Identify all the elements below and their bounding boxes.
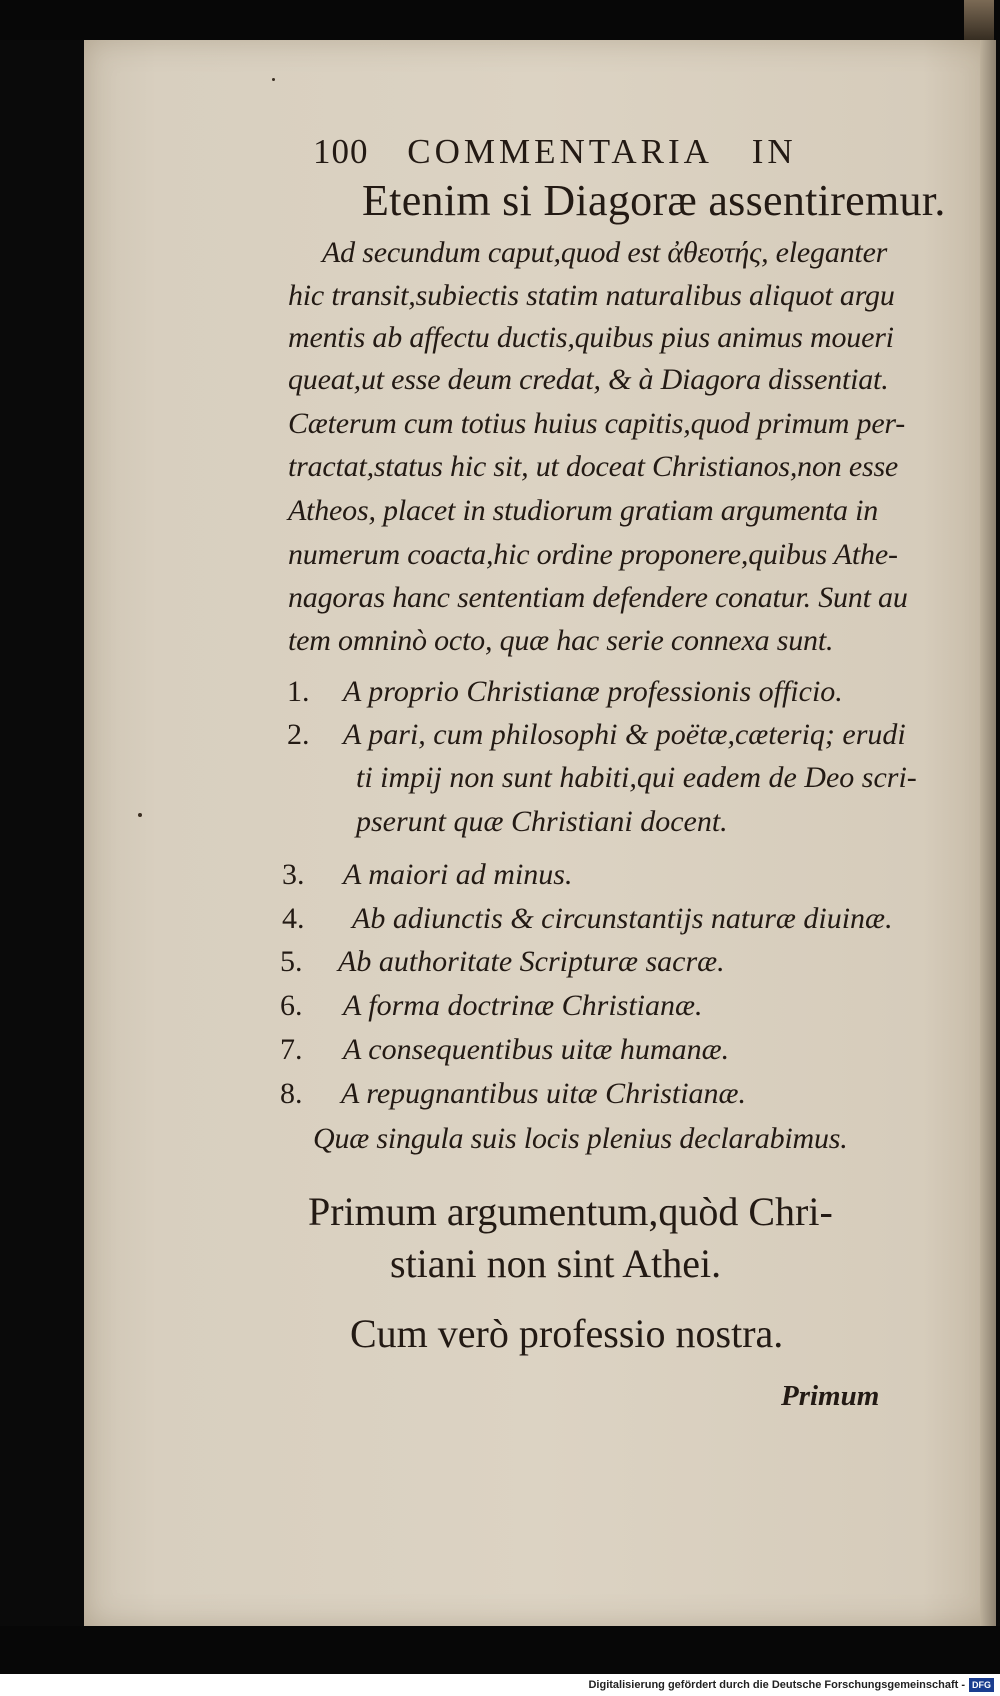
- dfg-logo: DFG: [969, 1678, 994, 1692]
- page-speck: [272, 78, 275, 81]
- argument-number: 7.: [280, 1033, 303, 1066]
- argument-text: A proprio Christianæ professionis officio.: [343, 675, 843, 708]
- argument-number: 2.: [287, 718, 310, 751]
- argument-number: 6.: [280, 989, 303, 1022]
- digitization-footer: [0, 1674, 1000, 1696]
- argument-text: A forma doctrinæ Christianæ.: [343, 989, 703, 1022]
- argument-number: 8.: [280, 1077, 303, 1110]
- paragraph-line: tem omninò octo, quæ hac serie connexa sunt.: [288, 624, 834, 657]
- argument-text: A consequentibus uitæ humanæ.: [343, 1033, 730, 1066]
- argument-text: A pari, cum philosophi & poëtæ,cæteriq; erudi: [343, 718, 906, 751]
- paragraph-line: hic transit,subiectis statim naturalibus aliquot argu: [288, 279, 895, 312]
- paragraph-line: nagoras hanc sententiam defendere conatur. Sunt au: [288, 581, 908, 614]
- paragraph-line: queat,ut esse deum credat, & à Diagora dissentiat.: [288, 363, 889, 396]
- paragraph-line: Atheos, placet in studiorum gratiam argumenta in: [288, 494, 879, 527]
- argument-number: 1.: [287, 675, 310, 708]
- section-heading-line: stiani non sint Athei.: [390, 1241, 722, 1286]
- lemma-heading: Etenim si Diagoræ assentiremur.: [362, 176, 946, 225]
- paragraph-line: tractat,status hic sit, ut doceat Christianos,non esse: [288, 450, 899, 483]
- running-head: [313, 132, 797, 172]
- running-head-word: IN: [751, 132, 797, 171]
- second-lemma: Cum verò professio nostra.: [350, 1311, 784, 1356]
- scan-background-bottom: [0, 1626, 1000, 1674]
- paragraph-line: numerum coacta,hic ordine proponere,quibus Athe-: [288, 538, 898, 571]
- closing-line: Quæ singula suis locis plenius declarabimus.: [313, 1122, 848, 1155]
- running-head-title: COMMENTARIA: [407, 132, 711, 171]
- argument-text: Ab authoritate Scripturæ sacræ.: [338, 945, 725, 978]
- argument-number: 3.: [282, 858, 305, 891]
- footer-text: Digitalisierung gefördert durch die Deutsche Forschungsgemeinschaft -: [588, 1679, 965, 1691]
- catchword: Primum: [781, 1380, 880, 1412]
- argument-number: 5.: [280, 945, 303, 978]
- paragraph-line: mentis ab affectu ductis,quibus pius animus moueri: [288, 321, 894, 354]
- argument-text: ti impij non sunt habiti,qui eadem de Deo scri-: [356, 761, 917, 794]
- argument-number: 4.: [282, 902, 305, 935]
- page-fore-edge: [980, 40, 996, 1626]
- section-heading-line: Primum argumentum,quòd Chri-: [308, 1189, 833, 1234]
- scan-background-top: [0, 0, 1000, 40]
- argument-text: Ab adiunctis & circunstantijs naturæ diuinæ.: [352, 902, 893, 935]
- argument-text: A repugnantibus uitæ Christianæ.: [341, 1077, 747, 1110]
- paragraph-line: Cæterum cum totius huius capitis,quod primum per-: [288, 407, 906, 440]
- page-speck: [138, 813, 142, 817]
- argument-text: A maiori ad minus.: [343, 858, 573, 891]
- page-number: 100: [313, 132, 369, 171]
- paragraph-line: Ad secundum caput,quod est ἀθεοτής, eleganter: [322, 236, 888, 269]
- argument-text: pserunt quæ Christiani docent.: [356, 805, 728, 838]
